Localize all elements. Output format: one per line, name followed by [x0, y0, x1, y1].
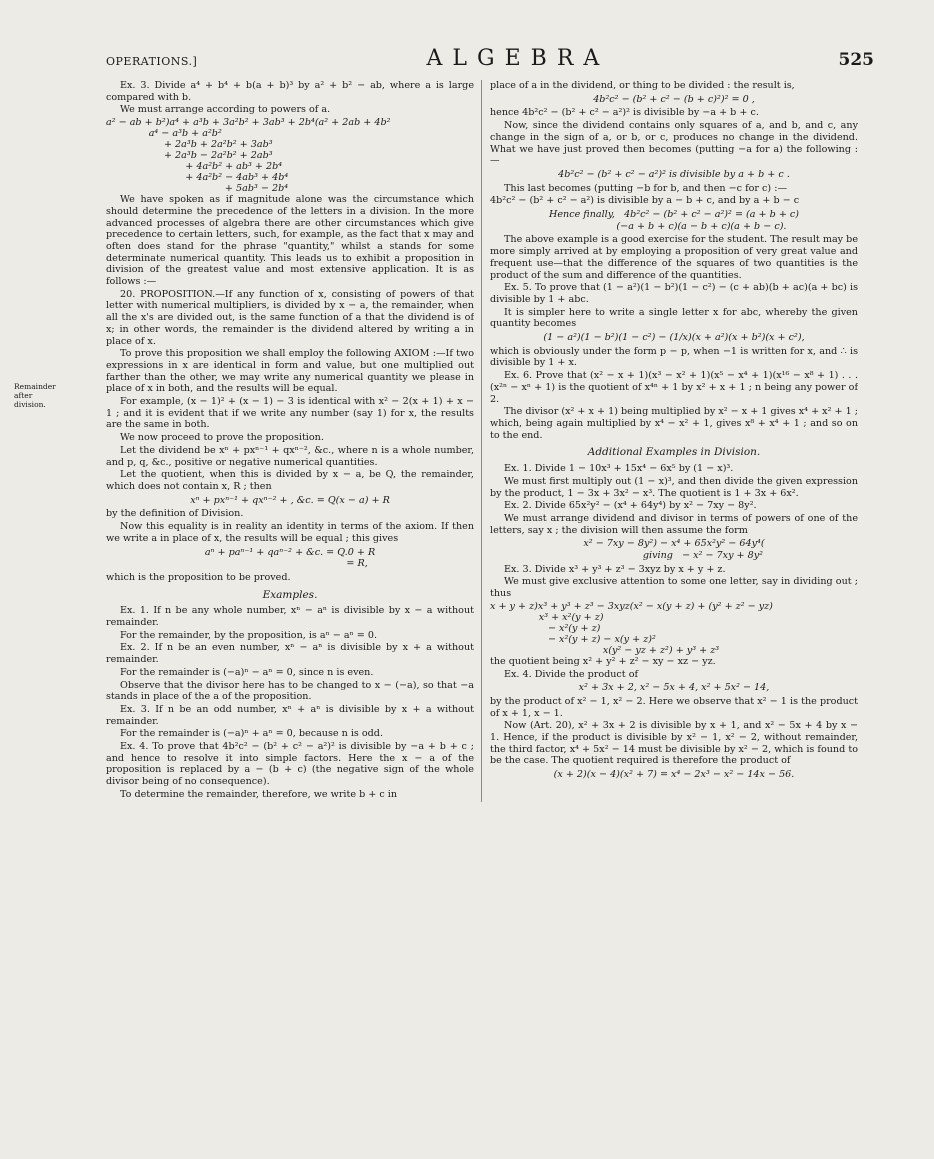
paragraph: Ex. 4. Divide the product of	[504, 668, 639, 680]
paragraph: The above example is a good exercise for the student. The result may be more simply arrived at by employing a proposition of very great value and frequent use—that the difference of the squares of two quantities is the product of the sum and difference of the quantities.	[490, 234, 858, 281]
left-column	[106, 80, 474, 802]
equation: aⁿ + paⁿ⁻¹ + qaⁿ⁻² + &c. = Q.0 + R = R,	[204, 546, 376, 570]
paragraph: by the definition of Division.	[106, 508, 244, 520]
paragraph: Ex. 2. If n be an even number, xⁿ − aⁿ is divisible by x + a without remainder.	[106, 642, 474, 666]
paragraph: by the product of x² − 1, x² − 2. Here we observe that x² − 1 is the product of x + 1, x − 1.	[490, 695, 858, 719]
column-divider	[481, 80, 482, 802]
right-column	[490, 80, 858, 802]
equation: 4b²c² − (b² + c² − a²)² is divisible by a + b + c .	[558, 168, 790, 180]
paragraph: We must give exclusive attention to some one letter, say in dividing out ; thus	[490, 576, 858, 600]
paragraph: Let the quotient, when this is divided by x − a, be Q, the remainder, which does not contain x, R ; then	[106, 469, 474, 492]
equation: (x + 2)(x − 4)(x² + 7) = x⁴ − 2x³ − x² − 14x − 56.	[553, 769, 795, 781]
equation: 4b²c² − (b² + c² − (b + c)²)² = 0 ,	[593, 93, 755, 105]
paragraph: Ex. 1. Divide 1 − 10x³ + 15x⁴ − 6x⁵ by (1 − x)³.	[504, 463, 734, 475]
paragraph: It is simpler here to write a single letter x for abc, whereby the given quantity becomes	[490, 306, 858, 330]
paragraph: Ex. 2. Divide 65x²y² − (x⁴ + 64y⁴) by x² − 7xy − 8y².	[504, 500, 757, 512]
division-working: a² − ab + b²)a⁴ + a³b + 3a²b² + 3ab³ + 2b⁴(a² + 2ab + 4b² a⁴ − a³b + a²b² + 2a³b + 2a²b² + 3ab³ + 2a³b − 2a²b² + 2ab³ + 4a²b² + ab³ + 2b⁴ + 4a²b² − 4ab³ + 4b⁴ + 5ab³ − 2b⁴	[106, 117, 391, 195]
page-title: ALGEBRA	[426, 46, 610, 71]
paragraph: 4b²c² − (b² + c² − a²) is divisible by a − b + c, and by a + b − c	[490, 195, 800, 207]
paragraph: Ex. 1. If n be any whole number, xⁿ − aⁿ is divisible by x − a without remainder.	[106, 605, 474, 629]
paragraph: place of a in the dividend, or thing to be divided : the result is,	[490, 80, 795, 91]
equation: Hence finally, 4b²c² − (b² + c² − a²)² = (a + b + c) (−a + b + c)(a − b + c)(a + b − c).	[548, 209, 800, 232]
paragraph: Ex. 4. To prove that 4b²c² − (b² + c² − a²)² is divisible by −a + b + c ; and hence to resolve it into simple factors. Here the x − a of the proposition is replaced by a − (b + c) (the negative sign of the whole divisor being of no consequence).	[106, 741, 474, 788]
paragraph: Ex. 3. If n be an odd number, xⁿ + aⁿ is divisible by x + a without remainder.	[106, 703, 474, 727]
paragraph: We have spoken as if magnitude alone was the circumstance which should determine the precedence of the letters in a division. In the more advanced processes of algebra there are other circumstances which give precedence to certain letters, such, for example, as the fact that x may and often does stand for the phrase "quantity," whilst a stands for some determinate numerical quantity. This leads us to exhibit a proposition in division of the greatest value and most extensive application. It is as follows :—	[106, 194, 474, 288]
paragraph: For the remainder is (−a)ⁿ − aⁿ = 0, since n is even.	[120, 666, 374, 678]
section-heading: Additional Examples in Division.	[587, 446, 761, 459]
paragraph: For the remainder, by the proposition, is aⁿ − aⁿ = 0.	[120, 629, 378, 641]
paragraph: Now this equality is in reality an identity in terms of the axiom. If then we write a in place of x, the results will be equal ; this gives	[106, 521, 474, 544]
paragraph: Ex. 3. Divide x³ + y³ + z³ − 3xyz by x + y + z.	[504, 563, 726, 575]
page-number: 525	[838, 50, 874, 70]
text-columns	[106, 80, 874, 802]
paragraph: Ex. 3. Divide a⁴ + b⁴ + b(a + b)³ by a² + b² − ab, where a is large compared with b.	[106, 80, 474, 103]
paragraph: Let the dividend be xⁿ + pxⁿ⁻¹ + qxⁿ⁻², &c., where n is a whole number, and p, q, &c., positive or negative numerical quantities.	[106, 444, 474, 468]
paragraph: 20. PROPOSITION.—If any function of x, consisting of powers of that letter with numerical multipliers, is divided by x − a, the remainder, when all the x's are divided out, is the same function of a that the dividend is of x; in other words, the remainder is the dividend altered by writing a in place of x.	[106, 288, 474, 347]
section-label: OPERATIONS.]	[106, 55, 198, 68]
paragraph: Ex. 6. Prove that (x² − x + 1)(x³ − x² + 1)(x⁵ − x⁴ + 1)(x¹⁶ − x⁸ + 1) . . . (x²ⁿ − xⁿ + 1) is the quotient of x⁴ⁿ + 1 by x² + x + 1 ; n being any power of 2.	[490, 370, 858, 405]
paragraph: To prove this proposition we shall employ the following AXIOM :—If two expressions in x are identical in form and value, but one multiplied out farther than the other, we may write any numerical quantity we please in place of x in both, and the results will be equal.	[106, 348, 474, 395]
equation: (1 − a²)(1 − b²)(1 − c²) − (1/x)(x + a²)(x + b²)(x + c²),	[543, 332, 805, 344]
paragraph: For the remainder is (−a)ⁿ + aⁿ = 0, because n is odd.	[120, 728, 383, 740]
equation: xⁿ + pxⁿ⁻¹ + qxⁿ⁻² + , &c. = Q(x − a) + R	[190, 494, 390, 506]
paragraph: which is obviously under the form p − p, when −1 is written for x, and ∴ is divisible by 1 + x.	[490, 345, 858, 369]
paragraph: We must arrange according to powers of a.	[120, 104, 331, 116]
paragraph: Now, since the dividend contains only squares of a, and b, and c, any change in the sign of a, or b, or c, produces no change in the dividend. What we have just proved then becomes (putting −a for a) the following :—	[490, 120, 858, 167]
running-head	[106, 46, 874, 80]
paragraph: the quotient being x² + y² + z² − xy − xz − yz.	[490, 655, 716, 667]
equation: x² + 3x + 2, x² − 5x + 4, x² + 5x² − 14,	[578, 682, 770, 694]
paragraph: We must first multiply out (1 − x)³, and then divide the given expression by the product, 1 − 3x + 3x² − x³. The quotient is 1 + 3x + 6x².	[490, 475, 858, 499]
paragraph: This last becomes (putting −b for b, and then −c for c) :—	[504, 182, 788, 194]
paragraph: For example, (x − 1)² + (x − 1) − 3 is identical with x² − 2(x + 1) + x − 1 ; and it is evident that if we write any number (say 1) for x, the results are the same in both.	[106, 396, 474, 431]
paragraph: Now (Art. 20), x² + 3x + 2 is divisible by x + 1, and x² − 5x + 4 by x − 1. Hence, if the product is divisible by x² − 1, x² − 2, without remainder, the third factor, x⁴ + 5x² − 14 must be divisible by x² − 2, which is found to be the case. The quotient required is therefore the product of	[490, 720, 858, 767]
division-working: x + y + z)x³ + y³ + z³ − 3xyz(x² − x(y + z) + (y² + z² − yz) x³ + x²(y + z) − x²(y + z) − x²(y + z) − x(y + z)² x(y² − yz + z²) + y³ + z³	[490, 600, 773, 656]
equation: x² − 7xy − 8y²) − x⁴ + 65x²y² − 64y⁴( giving − x² − 7xy + 8y²	[583, 538, 765, 562]
paragraph: The divisor (x² + x + 1) being multiplied by x² − x + 1 gives x⁴ + x² + 1 ; which, being again multiplied by x⁴ − x² + 1, gives x⁸ + x⁴ + 1 ; and so on to the end.	[490, 406, 858, 441]
paragraph: To determine the remainder, therefore, we write b + c in	[120, 788, 398, 800]
paragraph: which is the proposition to be proved.	[106, 571, 291, 583]
paragraph: We must arrange dividend and divisor in terms of powers of one of the letters, say x ; the division will then assume the form	[490, 512, 858, 536]
section-heading: Examples.	[262, 588, 318, 601]
margin-note: Remainder after division.	[14, 382, 56, 409]
paragraph: We now proceed to prove the proposition.	[120, 432, 324, 444]
paragraph: hence 4b²c² − (b² + c² − a²)² is divisible by −a + b + c.	[490, 107, 759, 119]
paragraph: Observe that the divisor here has to be changed to x − (−a), so that −a stands in place of the a of the proposition.	[106, 679, 474, 703]
paragraph: Ex. 5. To prove that (1 − a²)(1 − b²)(1 − c²) − (c + ab)(b + ac)(a + bc) is divisible by 1 + abc.	[490, 282, 858, 305]
